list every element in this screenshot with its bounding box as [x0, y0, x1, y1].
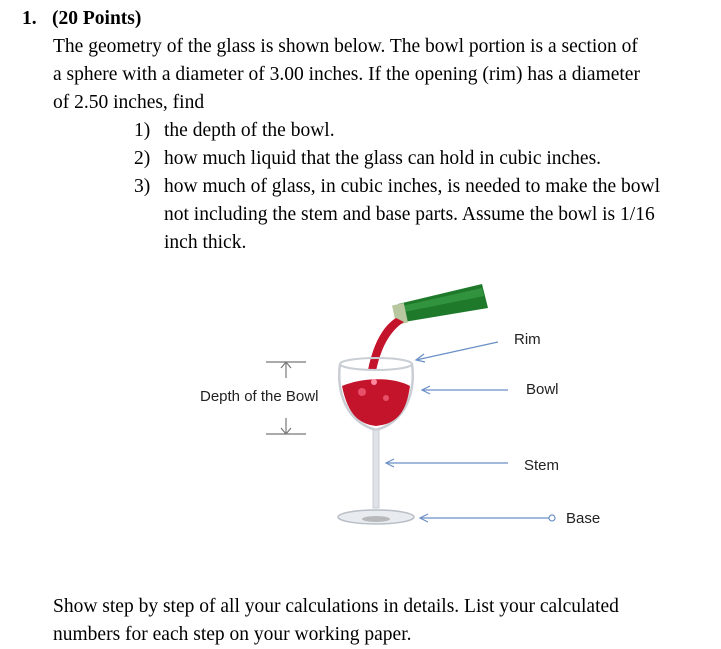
problem-points: (20 Points) [52, 8, 142, 29]
depth-label: Depth of the Bowl [200, 388, 319, 405]
problem-heading [22, 5, 141, 33]
wine-bottle [392, 284, 488, 325]
base-arrow [420, 514, 555, 522]
wine-stream [368, 318, 404, 371]
stem-arrow [386, 459, 508, 467]
question-text: how much of glass, in cubic inches, is needed to make the bowl not including the stem and base parts. Assume the bowl is 1/16 inch thick. [164, 176, 661, 253]
question-number: 2) [134, 148, 151, 169]
glass-stem [373, 430, 379, 508]
question-list [134, 117, 714, 257]
stem-label: Stem [524, 457, 560, 474]
bowl-label: Bowl [526, 381, 559, 398]
bowl-arrow [422, 386, 508, 394]
problem-intro: The geometry of the glass is shown below. The bowl portion is a section of a sphere with a diameter of 3.00 inches. If the opening (rim) has a diameter of 2.50 inches, find [53, 36, 640, 113]
rim-arrow [416, 342, 498, 362]
question-text: the depth of the bowl. [164, 120, 335, 141]
question-number: 1) [134, 120, 151, 141]
question-item [134, 173, 714, 257]
wine-glass-figure [190, 270, 650, 550]
problem-number: 1. [22, 8, 37, 29]
instructions-footer: Show step by step of all your calculations in details. List your calculated numbers for each step on your working paper. [53, 596, 619, 645]
rim-label: Rim [514, 331, 541, 348]
base-label: Base [566, 510, 601, 527]
question-number: 3) [134, 176, 151, 197]
question-item [134, 117, 714, 145]
question-text: how much liquid that the glass can hold in cubic inches. [164, 148, 602, 169]
question-item [134, 145, 714, 173]
